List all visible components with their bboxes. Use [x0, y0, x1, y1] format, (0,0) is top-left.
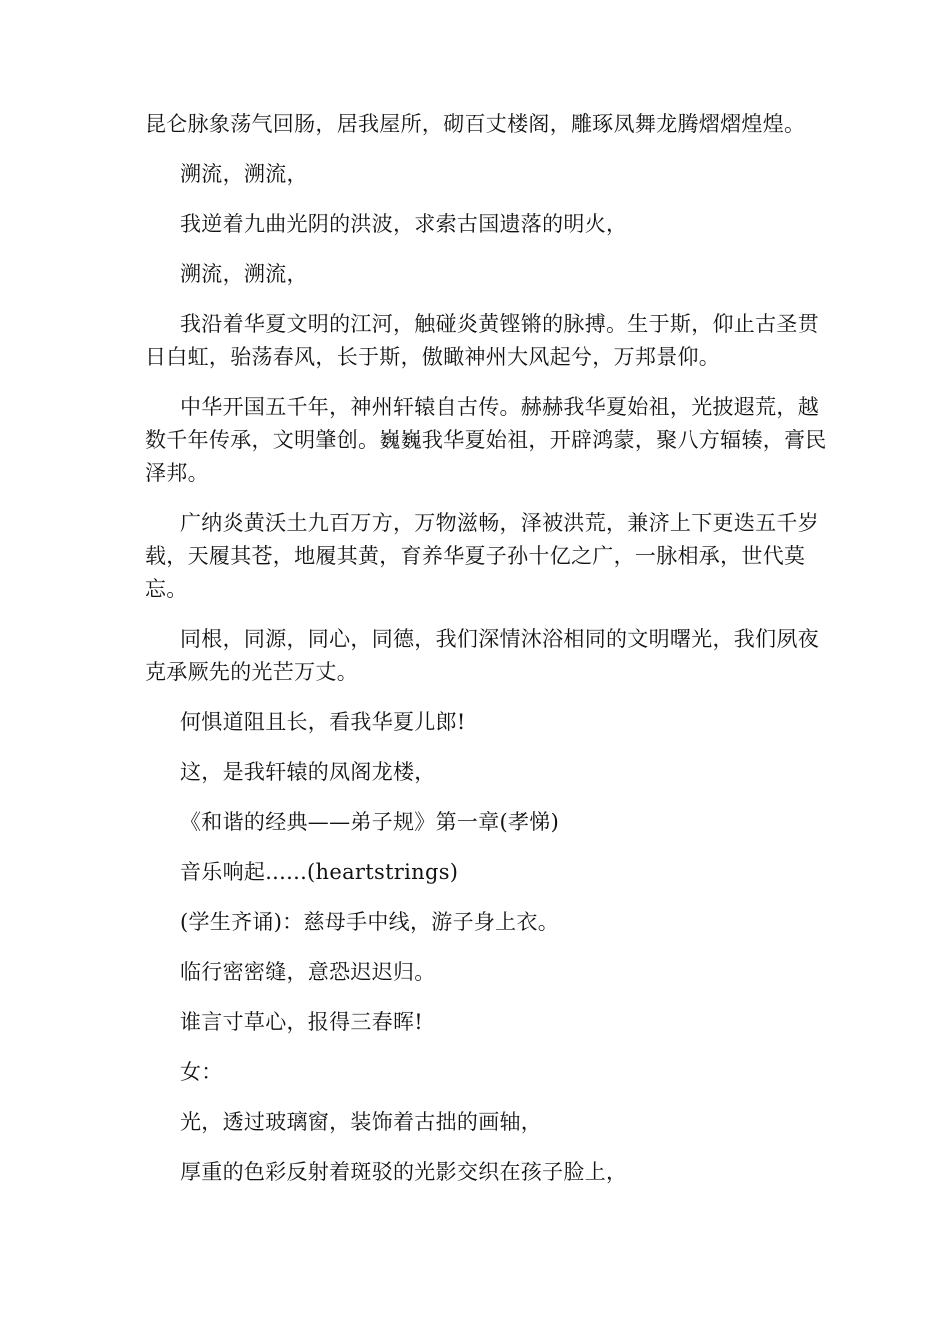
paragraph: 厚重的色彩反射着斑驳的光影交织在孩子脸上，	[180, 1160, 628, 1184]
paragraph: 谁言寸草心，报得三春晖!	[180, 1010, 424, 1034]
paragraph: 《和谐的经典——弟子规》第一章(孝悌)	[180, 810, 560, 834]
paragraph: 昆仑脉象荡气回肠，居我屋所，砌百丈楼阁，雕琢凤舞龙腾熠熠煌煌。	[145, 112, 806, 136]
paragraph: 溯流，溯流，	[180, 162, 308, 186]
paragraph: 溯流，溯流，	[180, 262, 308, 286]
paragraph: (学生齐诵)：慈母手中线，游子身上衣。	[180, 910, 560, 934]
paragraph: 女：	[180, 1060, 223, 1084]
paragraph: 光，透过玻璃窗，装饰着古拙的画轴，	[180, 1110, 543, 1134]
paragraph: 音乐响起......(heartstrings)	[180, 860, 459, 884]
paragraph: 何惧道阻且长，看我华夏儿郎!	[180, 710, 466, 734]
paragraph: 中华开国五千年，神州轩辕自古传。赫赫我华夏始祖，光披遐荒，越数千年传承，文明肇创。巍巍我华夏始祖，开辟鸿蒙，聚八方辐辏，膏民泽邦。	[145, 395, 827, 485]
paragraph: 这，是我轩辕的凤阁龙楼，	[180, 760, 436, 784]
document-body	[145, 108, 830, 1206]
paragraph: 我沿着华夏文明的江河，触碰炎黄铿锵的脉搏。生于斯，仰止古圣贯日白虹，骀荡春风，长于斯，傲瞰神州大风起兮，万邦景仰。	[145, 312, 819, 369]
paragraph: 我逆着九曲光阴的洪波，求索古国遗落的明火，	[180, 212, 628, 236]
paragraph: 同根，同源，同心，同德，我们深情沐浴相同的文明曙光，我们夙夜克承厥先的光芒万丈。	[145, 627, 819, 684]
paragraph: 广纳炎黄沃土九百万方，万物滋畅，泽被洪荒，兼济上下更迭五千岁载，天履其苍，地履其黄，育养华夏子孙十亿之广，一脉相承，世代莫忘。	[145, 511, 819, 601]
paragraph: 临行密密缝，意恐迟迟归。	[180, 960, 436, 984]
